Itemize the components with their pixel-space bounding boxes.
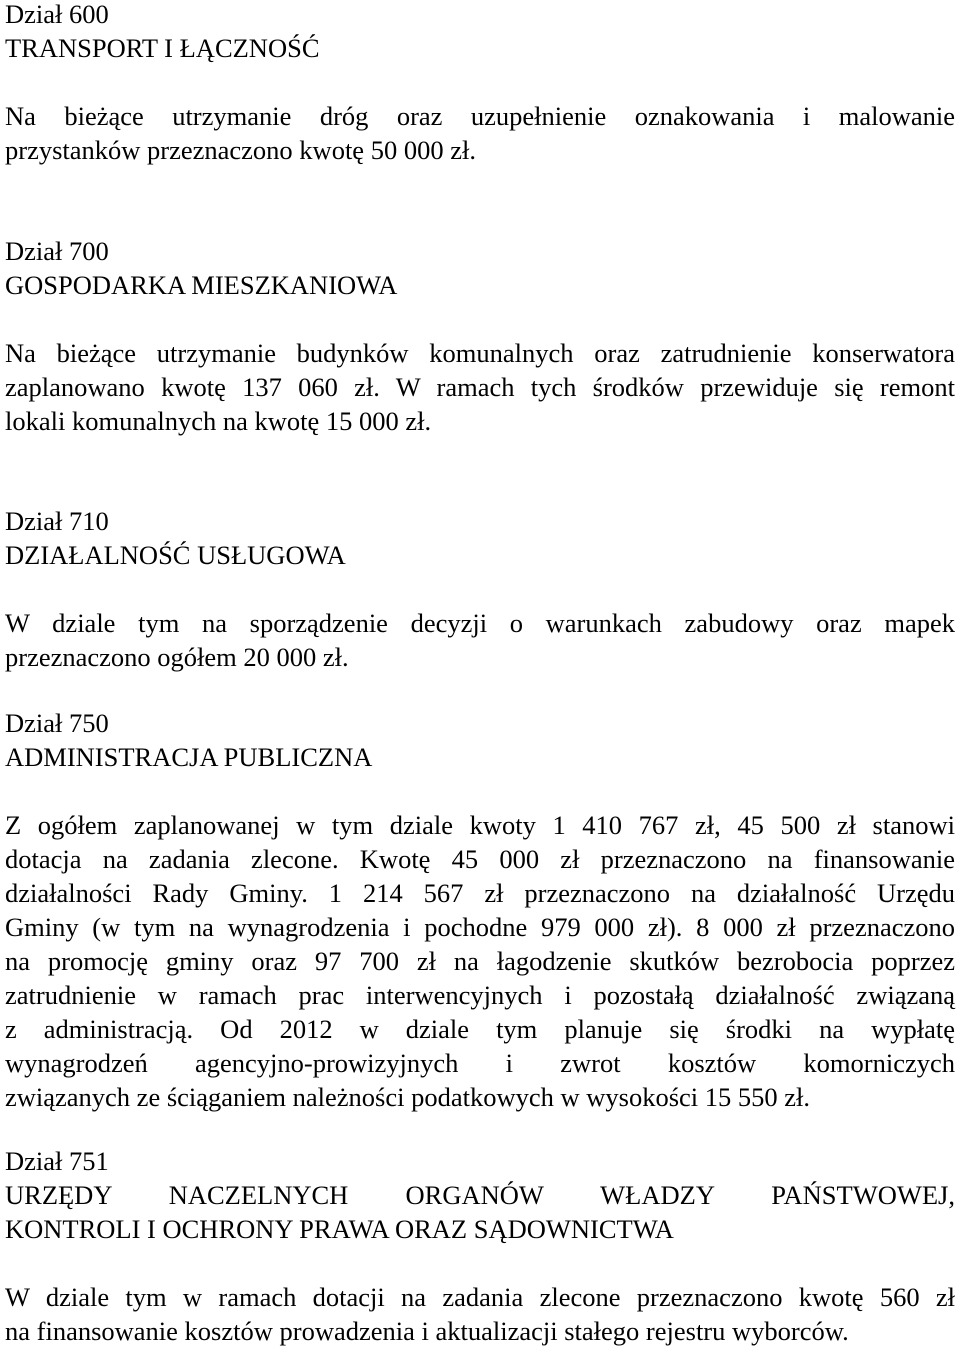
paragraph-line: na finansowanie kosztów prowadzenia i aktualizacji stałego rejestru wyborców. (5, 1316, 849, 1346)
paragraph-line: Na bieżące utrzymanie dróg oraz uzupełnienie oznakowania i malowanie (5, 101, 955, 131)
section-750 (5, 706, 955, 1114)
paragraph-line: na promocję gminy oraz 97 700 zł na łagodzenie skutków bezrobocia poprzez (5, 946, 955, 976)
spacer (5, 1246, 955, 1280)
section-label: Dział 751 (5, 1146, 109, 1176)
section-title: GOSPODARKA MIESZKANIOWA (5, 270, 398, 300)
paragraph-line: działalności Rady Gminy. 1 214 567 zł przeznaczono na działalność Urzędu (5, 878, 955, 908)
paragraph-line: zaplanowano kwotę 137 060 zł. W ramach tych środków przewiduje się remont (5, 372, 955, 402)
spacer (5, 65, 955, 99)
paragraph-line: dotacja na zadania zlecone. Kwotę 45 000 zł przeznaczono na finansowanie (5, 844, 955, 874)
section-title: DZIAŁALNOŚĆ USŁUGOWA (5, 540, 346, 570)
spacer (5, 572, 955, 606)
section-label: Dział 600 (5, 0, 109, 29)
paragraph-line: przystanków przeznaczono kwotę 50 000 zł. (5, 135, 476, 165)
paragraph-line: W dziale tym w ramach dotacji na zadania zlecone przeznaczono kwotę 560 zł (5, 1282, 955, 1312)
paragraph-line: W dziale tym na sporządzenie decyzji o warunkach zabudowy oraz mapek (5, 608, 955, 638)
paragraph-line: Gminy (w tym na wynagrodzenia i pochodne 979 000 zł). 8 000 zł przeznaczono (5, 912, 955, 942)
spacer (5, 302, 955, 336)
section-title: TRANSPORT I ŁĄCZNOŚĆ (5, 33, 320, 63)
paragraph-line: przeznaczono ogółem 20 000 zł. (5, 642, 349, 672)
paragraph-line: Z ogółem zaplanowanej w tym dziale kwoty 1 410 767 zł, 45 500 zł stanowi (5, 810, 955, 840)
paragraph-line: z administracją. Od 2012 w dziale tym planuje się środki na wypłatę (5, 1014, 955, 1044)
section-label: Dział 710 (5, 506, 109, 536)
paragraph-line: wynagrodzeń agencyjno-prowizyjnych i zwrot kosztów komorniczych (5, 1048, 955, 1078)
section-600 (5, 0, 955, 167)
section-710 (5, 504, 955, 674)
section-700 (5, 234, 955, 438)
spacer (5, 774, 955, 808)
paragraph-line: Na bieżące utrzymanie budynków komunalnych oraz zatrudnienie konserwatora (5, 338, 955, 368)
paragraph-line: zatrudnienie w ramach prac interwencyjnych i pozostałą działalność związaną (5, 980, 955, 1010)
section-title-line: URZĘDY NACZELNYCH ORGANÓW WŁADZY PAŃSTWOWEJ, (5, 1180, 955, 1210)
section-title-line: KONTROLI I OCHRONY PRAWA ORAZ SĄDOWNICTWA (5, 1214, 674, 1244)
section-751 (5, 1144, 955, 1348)
paragraph-line: lokali komunalnych na kwotę 15 000 zł. (5, 406, 432, 436)
section-label: Dział 750 (5, 708, 109, 738)
paragraph-line: związanych ze ściąganiem należności podatkowych w wysokości 15 550 zł. (5, 1082, 811, 1112)
section-title: ADMINISTRACJA PUBLICZNA (5, 742, 373, 772)
section-label: Dział 700 (5, 236, 109, 266)
